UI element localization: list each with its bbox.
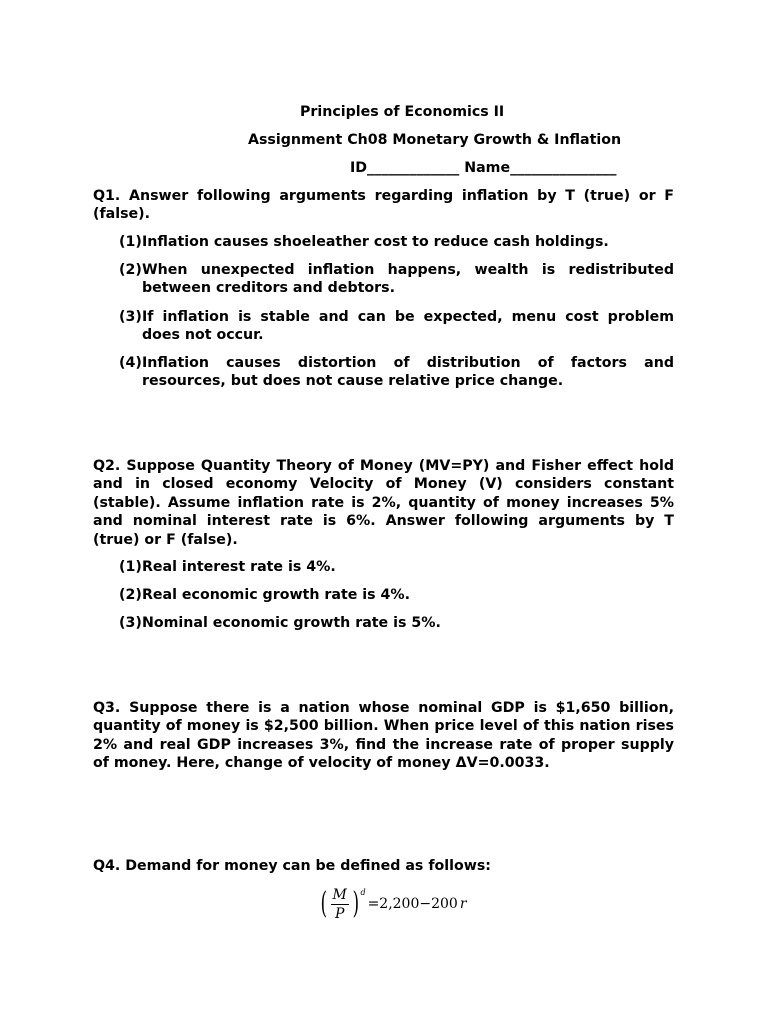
q2-item-2-num: (2)	[119, 587, 142, 603]
q1-item-3-text: If inflation is stable and can be expected, menu cost problem does not occur.	[142, 309, 674, 344]
left-paren: (	[320, 886, 328, 921]
fraction-denominator: P	[335, 905, 345, 922]
q1-item-2-num: (2)	[119, 262, 142, 278]
q1-item-3-num: (3)	[119, 309, 142, 325]
q1-item-1	[119, 233, 674, 251]
q2-item-2	[119, 586, 674, 604]
fraction-bar	[331, 904, 349, 905]
m-over-p-fraction	[331, 887, 349, 922]
q2-item-1-text: Real interest rate is 4%.	[142, 559, 336, 575]
q1-item-4-text: Inflation causes distortion of distribution of factors and resources, but does not cause relative price change.	[142, 355, 674, 390]
q3-prompt: Q3. Suppose there is a nation whose nominal GDP is $1,650 billion, quantity of money is $2,500 billion. When price level of this nation rises 2% and real GDP increases 3%, find the increase rate of proper supply of money. Here, change of velocity of money ΔV=0.0033.	[93, 700, 674, 772]
demand-superscript: d	[360, 887, 366, 897]
q1-item-3	[119, 308, 674, 345]
q2-item-1	[119, 558, 674, 576]
q2-item-2-text: Real economic growth rate is 4%.	[142, 587, 411, 603]
right-paren: )	[352, 886, 359, 921]
course-title: Principles of Economics II	[300, 104, 505, 120]
assignment-title: Assignment Ch08 Monetary Growth & Inflation	[248, 132, 622, 148]
equation-variable: r	[459, 896, 467, 912]
fraction-numerator: M	[332, 886, 347, 903]
q1-item-1-num: (1)	[119, 234, 142, 250]
q2-item-1-num: (1)	[119, 559, 142, 575]
q1-item-2-text: When unexpected inflation happens, wealth is redistributed between creditors and debtors.	[142, 262, 674, 297]
q2-item-3-num: (3)	[119, 615, 142, 631]
q2-prompt: Q2. Suppose Quantity Theory of Money (MV=PY) and Fisher effect hold and in closed economy Velocity of Money (V) considers constant (stable). Assume inflation rate is 2%, quantity of money increases 5% and nominal interest rate is 6%. Answer following arguments by T (true) or F (false).	[93, 458, 674, 548]
q1-prompt: Q1. Answer following arguments regarding inflation by T (true) or F (false).	[93, 188, 674, 223]
q1-item-4-num: (4)	[119, 355, 142, 371]
q2-item-3	[119, 614, 674, 632]
q1-item-2	[119, 261, 674, 298]
id-name-line: ID_____________ Name_______________	[350, 160, 617, 176]
q2-item-3-text: Nominal economic growth rate is 5%.	[142, 615, 441, 631]
q1-item-1-text: Inflation causes shoeleather cost to reduce cash holdings.	[142, 234, 609, 250]
q4-prompt: Q4. Demand for money can be defined as follows:	[93, 858, 491, 874]
money-demand-equation	[318, 883, 467, 925]
q1-item-4	[119, 354, 674, 391]
equation-rhs: =2,200−200	[367, 896, 458, 912]
